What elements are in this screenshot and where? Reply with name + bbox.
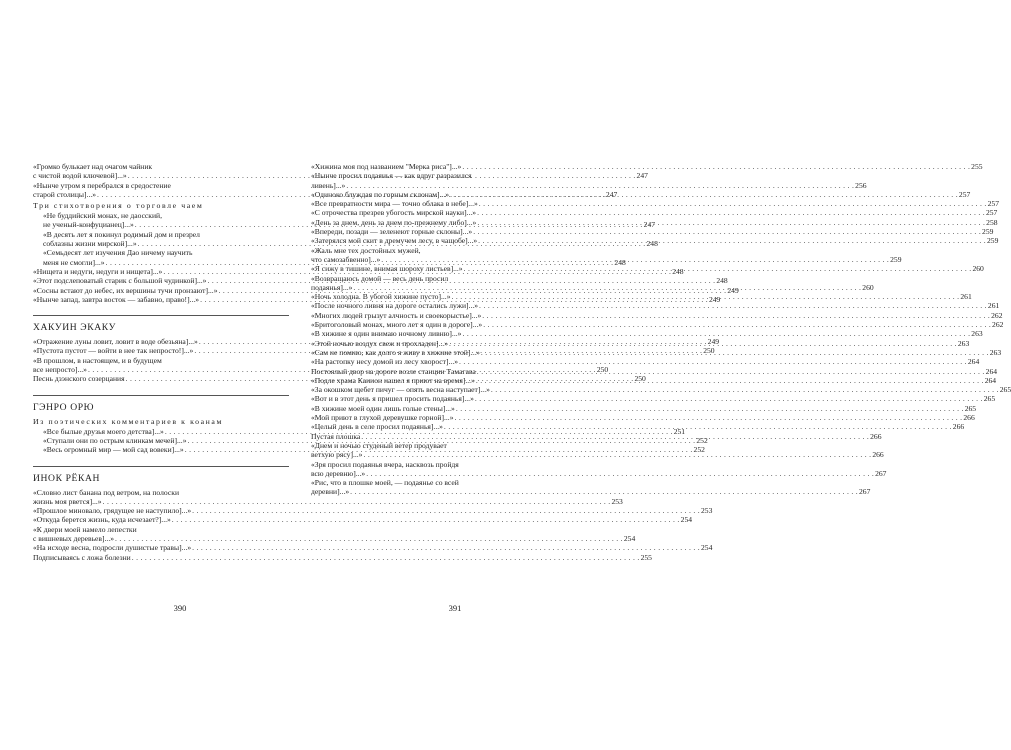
toc-entry-page: 263 [971, 329, 983, 339]
toc-entry [311, 357, 980, 367]
section-heading: ХАКУИН ЭКАКУ [33, 315, 289, 333]
toc-entry-page: 259 [987, 236, 999, 246]
leader-dots [172, 515, 680, 524]
toc-entry-title: «Бритоголовый монах, много лет я один в дороге]...» [311, 320, 483, 330]
leader-dots [361, 432, 869, 441]
toc-entry-page: 257 [987, 199, 1000, 209]
toc-entry-line [311, 246, 567, 255]
toc-entry-page: 259 [890, 254, 902, 264]
leader-dots [103, 497, 611, 506]
leader-dots [477, 367, 985, 376]
toc-entry-page: 255 [971, 162, 983, 171]
leader-dots [346, 181, 854, 190]
toc-entry [33, 552, 652, 562]
toc-entry-line [43, 211, 289, 220]
toc-entry-page: 247 [643, 220, 656, 230]
leader-dots [132, 553, 640, 562]
leader-dots [473, 227, 981, 236]
toc-entry-title: «Подле храма Каннон нашел я приют на время]...» [311, 375, 475, 385]
toc-entry [311, 394, 996, 404]
toc-entry-title: «К двери моей намело лепестки [33, 524, 137, 534]
leader-dots [462, 329, 970, 338]
toc-entry-title: «Откуда берется жизнь, куда исчезает?]...» [33, 515, 171, 525]
leader-dots [381, 255, 889, 264]
toc-entry-title: «Многих людей грызут алчность и своекорыстье]...» [311, 310, 482, 320]
toc-entry-title: «На исходе весна, подросли душистые травы]...» [33, 543, 192, 553]
toc-entry-page: 263 [989, 347, 1002, 357]
toc-entry-page: 248 [614, 257, 626, 267]
leader-dots [192, 506, 700, 515]
toc-entry-page: 266 [872, 450, 884, 460]
toc-entry-page: 264 [984, 375, 997, 385]
toc-entry-line [311, 403, 977, 413]
toc-entry-page: 255 [640, 552, 652, 562]
toc-entry-title: «Громко булькает над очагом чайник [33, 162, 153, 171]
toc-entry-line [33, 525, 289, 534]
toc-entry-title: с вишневых деревьев]...» [33, 534, 115, 544]
toc-entry-title: «Все превратности мира — точно облака в небе]...» [311, 199, 478, 209]
leader-dots [192, 543, 700, 552]
toc-entry-title: «Нищета и недуги, недуги и нищета]...» [33, 266, 163, 276]
toc-entry-title: с чистой водой ключевой]...» [33, 171, 127, 181]
leader-dots [366, 469, 874, 478]
leader-dots [482, 311, 990, 320]
toc-entry-line [33, 515, 693, 525]
toc-entry-title: «На растопку несу домой из лесу хворост]...» [311, 357, 459, 367]
toc-entry-page: 249 [727, 285, 739, 295]
toc-entry-title: «Словно лист банана под ветром, на полоски [33, 487, 180, 497]
toc-entry-line [311, 385, 1011, 395]
leader-dots [476, 376, 984, 385]
toc-entry [311, 329, 983, 339]
toc-entry-page: 266 [870, 431, 882, 441]
toc-entry-page: 257 [958, 189, 971, 199]
toc-entry-line [33, 496, 623, 506]
toc-entry-title: «С отрочества презрев убогость мирской науки]...» [311, 208, 477, 218]
toc-entry-title: «В прошлом, в настоящем, и в будущем [33, 355, 162, 365]
toc-entry-line [311, 460, 567, 469]
toc-entry-title: «Семьдесят лет изучения Дао ничему научить [43, 248, 193, 258]
toc-entry-page: 266 [952, 422, 965, 432]
toc-entry-line [33, 543, 713, 553]
section-heading: ГЭНРО ОРЮ [33, 395, 289, 413]
toc-entry [311, 413, 975, 423]
toc-entry-line [311, 468, 887, 478]
toc-entry [33, 506, 713, 516]
leader-dots [479, 301, 987, 310]
toc-entry-page: 267 [858, 487, 871, 497]
toc-entry-title: все непросто]...» [33, 365, 87, 375]
leader-dots [479, 199, 987, 208]
toc-entry [311, 478, 871, 497]
leader-dots [450, 190, 958, 199]
toc-entry [33, 524, 636, 544]
leader-dots [353, 283, 861, 292]
toc-entry-title: «Весь огромный мир — мой сад вовеки]...» [43, 445, 184, 455]
toc-entry-title: «Нынче просил подаянья — как вдруг разразился [311, 171, 472, 181]
leader-dots [456, 404, 964, 413]
toc-entry-title: «Жаль мне тех достойных мужей, [311, 245, 421, 255]
toc-entry-page: 249 [707, 337, 720, 347]
toc-entry-page: 267 [875, 468, 887, 478]
toc-entry-line [33, 162, 289, 171]
toc-entry-title: «Я сижу в тишине, внимая шороху листьев]...» [311, 264, 463, 274]
section-subheading: Из поэтических комментариев к коанам [33, 416, 224, 426]
toc-entry-page: 252 [696, 435, 708, 445]
toc-entry [311, 403, 977, 413]
toc-entry-page: 250 [634, 374, 646, 384]
toc-entry-page: 252 [693, 445, 705, 455]
leader-dots [481, 348, 989, 357]
leader-dots [444, 422, 952, 431]
toc-entry [33, 543, 713, 553]
leader-dots [449, 339, 957, 348]
toc-entry-page: 248 [716, 276, 728, 286]
leader-dots [455, 413, 963, 422]
toc-entry [311, 301, 1000, 311]
leader-dots [478, 236, 986, 245]
toc-entry-title: «За окошком щебет пичуг — опять весна наступает]...» [311, 385, 490, 395]
toc-entry-page: 265 [983, 394, 996, 404]
toc-entry-title: старой столицы]...» [33, 189, 97, 199]
toc-entry-title: «Днем и ночью студеный ветер продувает [311, 440, 447, 450]
toc-entry-page: 254 [700, 543, 713, 553]
toc-entry-line [311, 199, 1000, 209]
toc-entry-title: «В десять лет я покинул родимый дом и презрел [43, 229, 200, 239]
toc-entry-title: Пустая плошка [311, 431, 361, 441]
toc-entry-line [311, 357, 980, 367]
toc-entry [311, 320, 1004, 330]
leader-dots [452, 292, 960, 301]
toc-entry-line [311, 413, 975, 423]
left-page-number: 390 [173, 603, 187, 613]
leader-dots [483, 320, 991, 329]
toc-entry [311, 199, 1000, 209]
toc-entry-page: 263 [957, 338, 970, 348]
toc-entry-page: 265 [999, 385, 1011, 395]
toc-entry-title: деревни]...» [311, 487, 350, 497]
toc-entry-title: не ученый-конфуцианец]...» [43, 220, 134, 230]
leader-dots [350, 487, 858, 496]
toc-entry-title: «После ночного ливня на дороге остались лужи]...» [311, 301, 479, 311]
section-heading: ИНОК РЁКАН [33, 466, 289, 484]
toc-entry-title: Песнь дзэнского созерцания [33, 374, 125, 384]
toc-entry-title: Постоялый двор на дороге возле станции Тамагава [311, 366, 476, 376]
toc-entry [311, 208, 998, 218]
toc-entry-page: 247 [636, 171, 648, 181]
toc-entry-title: меня не смогли]...» [43, 257, 105, 267]
toc-entry-page: 258 [986, 217, 998, 227]
toc-entry-page: 248 [646, 239, 658, 249]
toc-entry-line [43, 230, 289, 239]
toc-entry [311, 162, 983, 171]
toc-entry-line [311, 274, 567, 283]
toc-entry-line [311, 320, 1004, 330]
toc-entry-page: 250 [596, 365, 609, 375]
toc-entry-line [311, 441, 567, 450]
toc-entry-title: «В хижине я один внимаю ночному ливню]...» [311, 329, 462, 339]
toc-entry-page: 251 [673, 426, 686, 436]
toc-entry-title: всю деревню]...» [311, 468, 366, 478]
section-subheading: Три стихотворения о торговле чаем [33, 201, 204, 211]
leader-dots [115, 534, 623, 543]
right-page-number: 391 [448, 603, 462, 613]
leader-dots [464, 264, 972, 273]
toc-entry-title: «В хижине моей один лишь голые стены]...» [311, 403, 455, 413]
toc-entry-page: 247 [605, 189, 618, 199]
toc-entry-page: 248 [672, 266, 684, 276]
toc-entry-title: «Возвращаюсь домой — весь день просил [311, 273, 449, 283]
toc-entry [311, 227, 994, 237]
toc-entry-page: 253 [611, 496, 623, 506]
toc-entry-title: соблазны жизни мирской]...» [43, 239, 137, 249]
toc-entry-title: «Хижина моя под названием "Мерка риса"]...» [311, 162, 462, 171]
toc-entry-title: «Нынче утром я перебрался в средостение [33, 180, 171, 190]
toc-entry-line [33, 488, 289, 497]
toc-entry-title: «Мой приют в глухой деревушке горной]...» [311, 413, 454, 423]
toc-entry-line [311, 478, 567, 487]
toc-entry-page: 253 [701, 506, 713, 516]
toc-entry-title: «Этой ночью воздух свеж и прохладен]...» [311, 338, 448, 348]
toc-entry-page: 264 [985, 366, 998, 376]
toc-entry-line [311, 301, 1000, 311]
toc-entry-title: «Рис, что в плошке моей, — подаянье со всей [311, 478, 459, 488]
toc-entry-title: «День за днем, день за днем по-прежнему либо]...» [311, 217, 477, 227]
toc-entry-title: Подписываясь с ложа болезни [33, 552, 131, 562]
toc-entry-page: 265 [964, 403, 977, 413]
toc-entry-line [311, 180, 867, 190]
leader-dots [462, 162, 970, 171]
toc-entry-line [43, 248, 289, 257]
toc-entry-title: «Пустота пустот — войти в нее так непросто!]...» [33, 346, 194, 356]
leader-dots [363, 450, 871, 459]
toc-entry-title: «Затерялся мой скит в дремучем лесу, в чащобе]...» [311, 236, 478, 246]
toc-entry-page: 250 [703, 346, 715, 356]
toc-entry-line [311, 310, 1003, 320]
toc-entry-title: жизнь моя рвется]...» [33, 496, 102, 506]
toc-entry-page: 264 [967, 357, 980, 367]
toc-entry-title: «Впереди, позади — зеленеют горные склоны]...» [311, 227, 473, 237]
toc-entry-line [311, 162, 983, 171]
toc-entry-title: «Прошлое миновало, грядущее не наступило]...» [33, 506, 192, 516]
toc-entry-title: «Не буддийский монах, не даосский, [43, 211, 163, 221]
toc-entry-line [33, 534, 636, 544]
toc-entry-title: «Сосны встают до небес, их вершины тучи пронзают]...» [33, 285, 218, 295]
toc-entry-page: 259 [982, 227, 994, 237]
toc-entry-title: «Вот и в этот день я пришел просить подаянья]...» [311, 394, 474, 404]
toc-entry [311, 310, 1003, 320]
toc-entry-title: «Ночь холодна. В убогой хижине пусто]...» [311, 292, 451, 302]
toc-entry-title: «Отражение луны ловит, ловит в воде обезьяна]...» [33, 337, 198, 347]
toc-entry [33, 515, 693, 525]
toc-entry-title: подаянья]...» [311, 282, 353, 292]
leader-dots [477, 208, 985, 217]
toc-entry-line [311, 487, 871, 497]
toc-entry-title: ливень]...» [311, 180, 346, 190]
toc-entry-page: 254 [623, 534, 636, 544]
toc-entry-page: 257 [985, 208, 998, 218]
toc-entry-line [311, 171, 567, 180]
toc-entry-title: «Целый день в селе просил подаянья]...» [311, 422, 443, 432]
toc-entry-title: «Одиноко блуждая по горным склонам]...» [311, 189, 450, 199]
toc-entry-page: 261 [987, 301, 1000, 311]
toc-entry-page: 249 [708, 294, 721, 304]
toc-entry-line [311, 329, 983, 339]
toc-entry-title: «Сам не помню, как долго я живу в хижине этой]...» [311, 347, 480, 357]
toc-entry-page: 260 [862, 282, 874, 292]
toc-entry-title: «Зря просил подаянья вчера, насквозь пройдя [311, 459, 459, 469]
toc-entry-page: 262 [992, 320, 1004, 330]
toc-entry-page: 261 [960, 292, 972, 302]
toc-entry-line [33, 552, 652, 562]
toc-entry-title: «Этот подслеповатый старик с большой чудинкой]...» [33, 276, 207, 286]
toc-entry [311, 385, 1011, 395]
toc-entry-line [33, 506, 713, 516]
toc-entry-page: 266 [963, 413, 975, 423]
leader-dots [475, 394, 983, 403]
toc-entry-title: что самозабвенно]...» [311, 254, 381, 264]
toc-entry-line [311, 227, 994, 237]
toc-entry-line [33, 356, 289, 365]
toc-entry-page: 262 [991, 310, 1003, 320]
toc-entry-page: 260 [972, 264, 984, 274]
toc-entry-title: «Все былые друзья моего детства]...» [43, 426, 164, 436]
toc-entry [311, 459, 887, 479]
toc-entry-line [311, 208, 998, 218]
leader-dots [459, 357, 967, 366]
toc-entry-line [311, 394, 996, 404]
leader-dots [491, 385, 999, 394]
toc-entry-page: 256 [855, 180, 867, 190]
leader-dots [477, 218, 985, 230]
toc-entry-title: «Нынче запад, завтра восток — забавно, право!]...» [33, 294, 200, 304]
toc-entry-title: «Ступали они по острым клинкам мечей]...» [43, 435, 187, 445]
toc-entry-title: ветхую рясу]...» [311, 450, 363, 460]
toc-entry-page: 254 [680, 515, 693, 525]
toc-entry-line [33, 181, 289, 190]
